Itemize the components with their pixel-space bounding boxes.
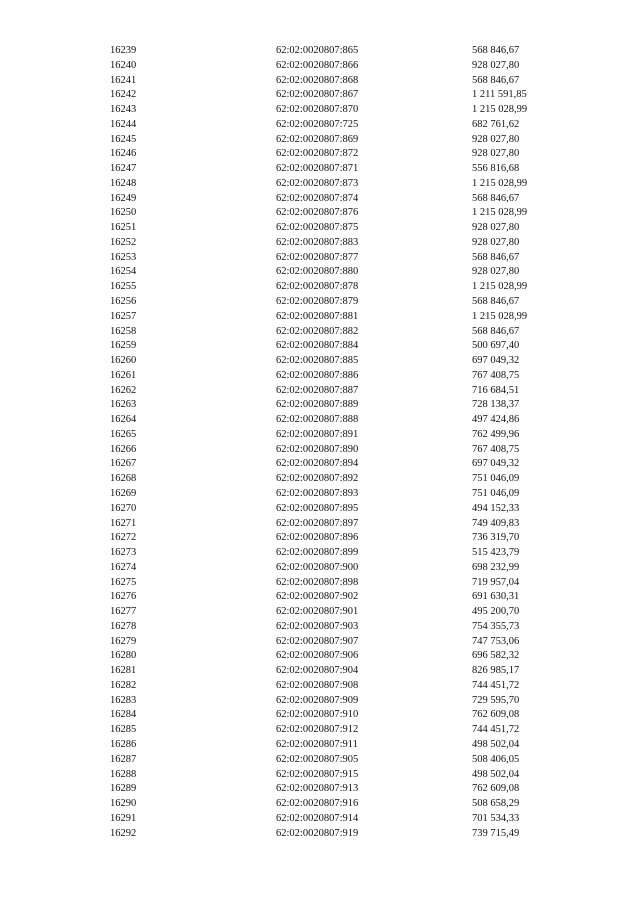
row-number: 16254 — [110, 266, 137, 278]
cadastral-number: 62:02:0020807:894 — [276, 458, 359, 470]
table-row — [0, 649, 640, 664]
amount: 494 152,33 — [472, 502, 520, 514]
cadastral-number: 62:02:0020807:879 — [276, 296, 359, 308]
row-number: 16290 — [110, 798, 137, 810]
amount: 729 595,70 — [472, 694, 520, 706]
table-row — [0, 708, 640, 723]
amount: 568 846,67 — [472, 192, 520, 204]
row-number: 16262 — [110, 384, 137, 396]
row-number: 16252 — [110, 236, 137, 248]
cadastral-number: 62:02:0020807:898 — [276, 576, 359, 588]
row-number: 16243 — [110, 104, 137, 116]
table-row — [0, 723, 640, 738]
table-row — [0, 177, 640, 192]
row-number: 16268 — [110, 473, 137, 485]
table-row — [0, 635, 640, 650]
table-row — [0, 428, 640, 443]
cadastral-number: 62:02:0020807:908 — [276, 679, 359, 691]
table-row — [0, 251, 640, 266]
row-number: 16285 — [110, 724, 137, 736]
cadastral-number: 62:02:0020807:907 — [276, 635, 359, 647]
cadastral-number: 62:02:0020807:868 — [276, 74, 359, 86]
table-row — [0, 694, 640, 709]
row-number: 16258 — [110, 325, 137, 337]
cadastral-number: 62:02:0020807:909 — [276, 694, 359, 706]
row-number: 16279 — [110, 635, 137, 647]
amount: 739 715,49 — [472, 827, 520, 839]
amount: 928 027,80 — [472, 133, 520, 145]
table-row — [0, 59, 640, 74]
row-number: 16246 — [110, 148, 137, 160]
row-number: 16263 — [110, 399, 137, 411]
row-number: 16261 — [110, 369, 137, 381]
amount: 719 957,04 — [472, 576, 520, 588]
row-number: 16247 — [110, 163, 137, 175]
amount: 495 200,70 — [472, 606, 520, 618]
cadastral-number: 62:02:0020807:877 — [276, 251, 359, 263]
amount: 754 355,73 — [472, 620, 520, 632]
amount: 682 761,62 — [472, 118, 520, 130]
cadastral-number: 62:02:0020807:913 — [276, 783, 359, 795]
row-number: 16255 — [110, 281, 137, 293]
row-number: 16291 — [110, 812, 137, 824]
amount: 736 319,70 — [472, 532, 520, 544]
amount: 498 502,04 — [472, 768, 520, 780]
row-number: 16240 — [110, 59, 137, 71]
row-number: 16244 — [110, 118, 137, 130]
row-number: 16282 — [110, 679, 137, 691]
table-row — [0, 502, 640, 517]
amount: 1 215 028,99 — [472, 310, 528, 322]
table-row — [0, 280, 640, 295]
table-row — [0, 605, 640, 620]
cadastral-number: 62:02:0020807:865 — [276, 45, 359, 56]
amount: 568 846,67 — [472, 296, 520, 308]
row-number: 16259 — [110, 340, 137, 352]
table-row — [0, 265, 640, 280]
table-row — [0, 354, 640, 369]
cadastral-number: 62:02:0020807:914 — [276, 812, 359, 824]
row-number: 16284 — [110, 709, 137, 721]
row-number: 16276 — [110, 591, 137, 603]
table-row — [0, 325, 640, 340]
cadastral-number: 62:02:0020807:866 — [276, 59, 359, 71]
table-row — [0, 162, 640, 177]
amount: 515 423,79 — [472, 547, 520, 559]
table-row — [0, 679, 640, 694]
amount: 716 684,51 — [472, 384, 520, 396]
table-row — [0, 236, 640, 251]
table-row — [0, 782, 640, 797]
table-row — [0, 827, 640, 842]
table-row — [0, 768, 640, 783]
cadastral-number: 62:02:0020807:867 — [276, 89, 359, 101]
table-row — [0, 443, 640, 458]
row-number: 16269 — [110, 487, 137, 499]
row-number: 16280 — [110, 650, 137, 662]
amount: 751 046,09 — [472, 473, 520, 485]
table-row — [0, 487, 640, 502]
amount: 762 609,08 — [472, 709, 520, 721]
table-row — [0, 74, 640, 89]
amount: 691 630,31 — [472, 591, 520, 603]
table-row — [0, 133, 640, 148]
row-number: 16275 — [110, 576, 137, 588]
cadastral-number: 62:02:0020807:911 — [276, 738, 358, 750]
row-number: 16256 — [110, 296, 137, 308]
table-row — [0, 369, 640, 384]
cadastral-number: 62:02:0020807:880 — [276, 266, 359, 278]
row-number: 16273 — [110, 547, 137, 559]
amount: 1 211 591,85 — [472, 89, 527, 101]
table-row — [0, 590, 640, 605]
cadastral-number: 62:02:0020807:881 — [276, 310, 359, 322]
table-row — [0, 147, 640, 162]
amount: 697 049,32 — [472, 355, 520, 367]
table-row — [0, 221, 640, 236]
cadastral-number: 62:02:0020807:897 — [276, 517, 359, 529]
row-number: 16242 — [110, 89, 137, 101]
amount: 701 534,33 — [472, 812, 520, 824]
table-row — [0, 103, 640, 118]
row-number: 16281 — [110, 665, 137, 677]
cadastral-number: 62:02:0020807:873 — [276, 177, 359, 189]
table-row — [0, 797, 640, 812]
table-row — [0, 88, 640, 103]
cadastral-number: 62:02:0020807:875 — [276, 222, 359, 234]
cadastral-number: 62:02:0020807:892 — [276, 473, 359, 485]
cadastral-number: 62:02:0020807:900 — [276, 561, 359, 573]
amount: 556 816,68 — [472, 163, 520, 175]
table-row — [0, 812, 640, 827]
row-number: 16260 — [110, 355, 137, 367]
cadastral-number: 62:02:0020807:870 — [276, 104, 359, 116]
row-number: 16288 — [110, 768, 137, 780]
amount: 928 027,80 — [472, 266, 520, 278]
row-number: 16265 — [110, 428, 137, 440]
amount: 762 609,08 — [472, 783, 520, 795]
cadastral-number: 62:02:0020807:869 — [276, 133, 359, 145]
cadastral-number: 62:02:0020807:878 — [276, 281, 359, 293]
amount: 568 846,67 — [472, 325, 520, 337]
row-number: 16239 — [110, 45, 137, 56]
cadastral-number: 62:02:0020807:902 — [276, 591, 359, 603]
row-number: 16283 — [110, 694, 137, 706]
table-row — [0, 576, 640, 591]
table-row — [0, 753, 640, 768]
cadastral-number: 62:02:0020807:899 — [276, 547, 359, 559]
cadastral-number: 62:02:0020807:871 — [276, 163, 359, 175]
amount: 747 753,06 — [472, 635, 520, 647]
amount: 928 027,80 — [472, 236, 520, 248]
amount: 698 232,99 — [472, 561, 520, 573]
cadastral-number: 62:02:0020807:903 — [276, 620, 359, 632]
table-row — [0, 413, 640, 428]
cadastral-number: 62:02:0020807:904 — [276, 665, 359, 677]
row-number: 16289 — [110, 783, 137, 795]
cadastral-number: 62:02:0020807:915 — [276, 768, 359, 780]
table-row — [0, 339, 640, 354]
table-row — [0, 206, 640, 221]
cadastral-number: 62:02:0020807:919 — [276, 827, 359, 839]
table-row — [0, 192, 640, 207]
table-row — [0, 620, 640, 635]
amount: 508 406,05 — [472, 753, 520, 765]
row-number: 16287 — [110, 753, 137, 765]
cadastral-number: 62:02:0020807:876 — [276, 207, 359, 219]
amount: 568 846,67 — [472, 251, 520, 263]
table-row — [0, 738, 640, 753]
row-number: 16286 — [110, 738, 137, 750]
cadastral-number: 62:02:0020807:874 — [276, 192, 359, 204]
cadastral-number: 62:02:0020807:887 — [276, 384, 359, 396]
amount: 826 985,17 — [472, 665, 520, 677]
amount: 1 215 028,99 — [472, 177, 528, 189]
cadastral-number: 62:02:0020807:901 — [276, 606, 359, 618]
table-row — [0, 398, 640, 413]
amount: 500 697,40 — [472, 340, 520, 352]
amount: 568 846,67 — [472, 45, 520, 56]
table-row — [0, 472, 640, 487]
cadastral-number: 62:02:0020807:893 — [276, 487, 359, 499]
row-number: 16267 — [110, 458, 137, 470]
amount: 744 451,72 — [472, 679, 520, 691]
table-row — [0, 664, 640, 679]
cadastral-number: 62:02:0020807:888 — [276, 414, 359, 426]
cadastral-number: 62:02:0020807:725 — [276, 118, 359, 130]
cadastral-number: 62:02:0020807:906 — [276, 650, 359, 662]
row-number: 16271 — [110, 517, 137, 529]
row-number: 16250 — [110, 207, 137, 219]
cadastral-number: 62:02:0020807:890 — [276, 443, 359, 455]
cadastral-number: 62:02:0020807:905 — [276, 753, 359, 765]
cadastral-number: 62:02:0020807:882 — [276, 325, 359, 337]
row-number: 16292 — [110, 827, 137, 839]
row-number: 16249 — [110, 192, 137, 204]
row-number: 16245 — [110, 133, 137, 145]
row-number: 16264 — [110, 414, 137, 426]
amount: 751 046,09 — [472, 487, 520, 499]
amount: 744 451,72 — [472, 724, 520, 736]
table-row — [0, 310, 640, 325]
amount: 928 027,80 — [472, 222, 520, 234]
cadastral-number: 62:02:0020807:884 — [276, 340, 359, 352]
amount: 497 424,86 — [472, 414, 520, 426]
amount: 498 502,04 — [472, 738, 520, 750]
amount: 749 409,83 — [472, 517, 520, 529]
row-number: 16274 — [110, 561, 137, 573]
amount: 1 215 028,99 — [472, 104, 528, 116]
row-number: 16272 — [110, 532, 137, 544]
cadastral-number: 62:02:0020807:886 — [276, 369, 359, 381]
amount: 762 499,96 — [472, 428, 520, 440]
cadastral-number: 62:02:0020807:895 — [276, 502, 359, 514]
cadastral-number: 62:02:0020807:885 — [276, 355, 359, 367]
cadastral-number: 62:02:0020807:912 — [276, 724, 359, 736]
cadastral-number: 62:02:0020807:889 — [276, 399, 359, 411]
row-number: 16270 — [110, 502, 137, 514]
amount: 568 846,67 — [472, 74, 520, 86]
amount: 696 582,32 — [472, 650, 520, 662]
row-number: 16278 — [110, 620, 137, 632]
cadastral-number: 62:02:0020807:910 — [276, 709, 359, 721]
table-row — [0, 457, 640, 472]
cadastral-number: 62:02:0020807:872 — [276, 148, 359, 160]
cadastral-number: 62:02:0020807:883 — [276, 236, 359, 248]
amount: 1 215 028,99 — [472, 281, 528, 293]
table-row — [0, 384, 640, 399]
row-number: 16251 — [110, 222, 137, 234]
row-number: 16277 — [110, 606, 137, 618]
table-row — [0, 44, 640, 59]
table-row — [0, 531, 640, 546]
cadastral-number: 62:02:0020807:891 — [276, 428, 359, 440]
amount: 697 049,32 — [472, 458, 520, 470]
amount: 728 138,37 — [472, 399, 520, 411]
cadastral-number: 62:02:0020807:916 — [276, 798, 359, 810]
row-number: 16241 — [110, 74, 137, 86]
row-number: 16253 — [110, 251, 137, 263]
table-row — [0, 517, 640, 532]
amount: 928 027,80 — [472, 59, 520, 71]
amount: 928 027,80 — [472, 148, 520, 160]
row-number: 16248 — [110, 177, 137, 189]
document-table — [0, 44, 640, 841]
table-row — [0, 561, 640, 576]
table-row — [0, 118, 640, 133]
row-number: 16266 — [110, 443, 137, 455]
amount: 767 408,75 — [472, 443, 520, 455]
row-number: 16257 — [110, 310, 137, 322]
table-row — [0, 546, 640, 561]
cadastral-number: 62:02:0020807:896 — [276, 532, 359, 544]
table-row — [0, 295, 640, 310]
amount: 767 408,75 — [472, 369, 520, 381]
amount: 1 215 028,99 — [472, 207, 528, 219]
amount: 508 658,29 — [472, 798, 520, 810]
